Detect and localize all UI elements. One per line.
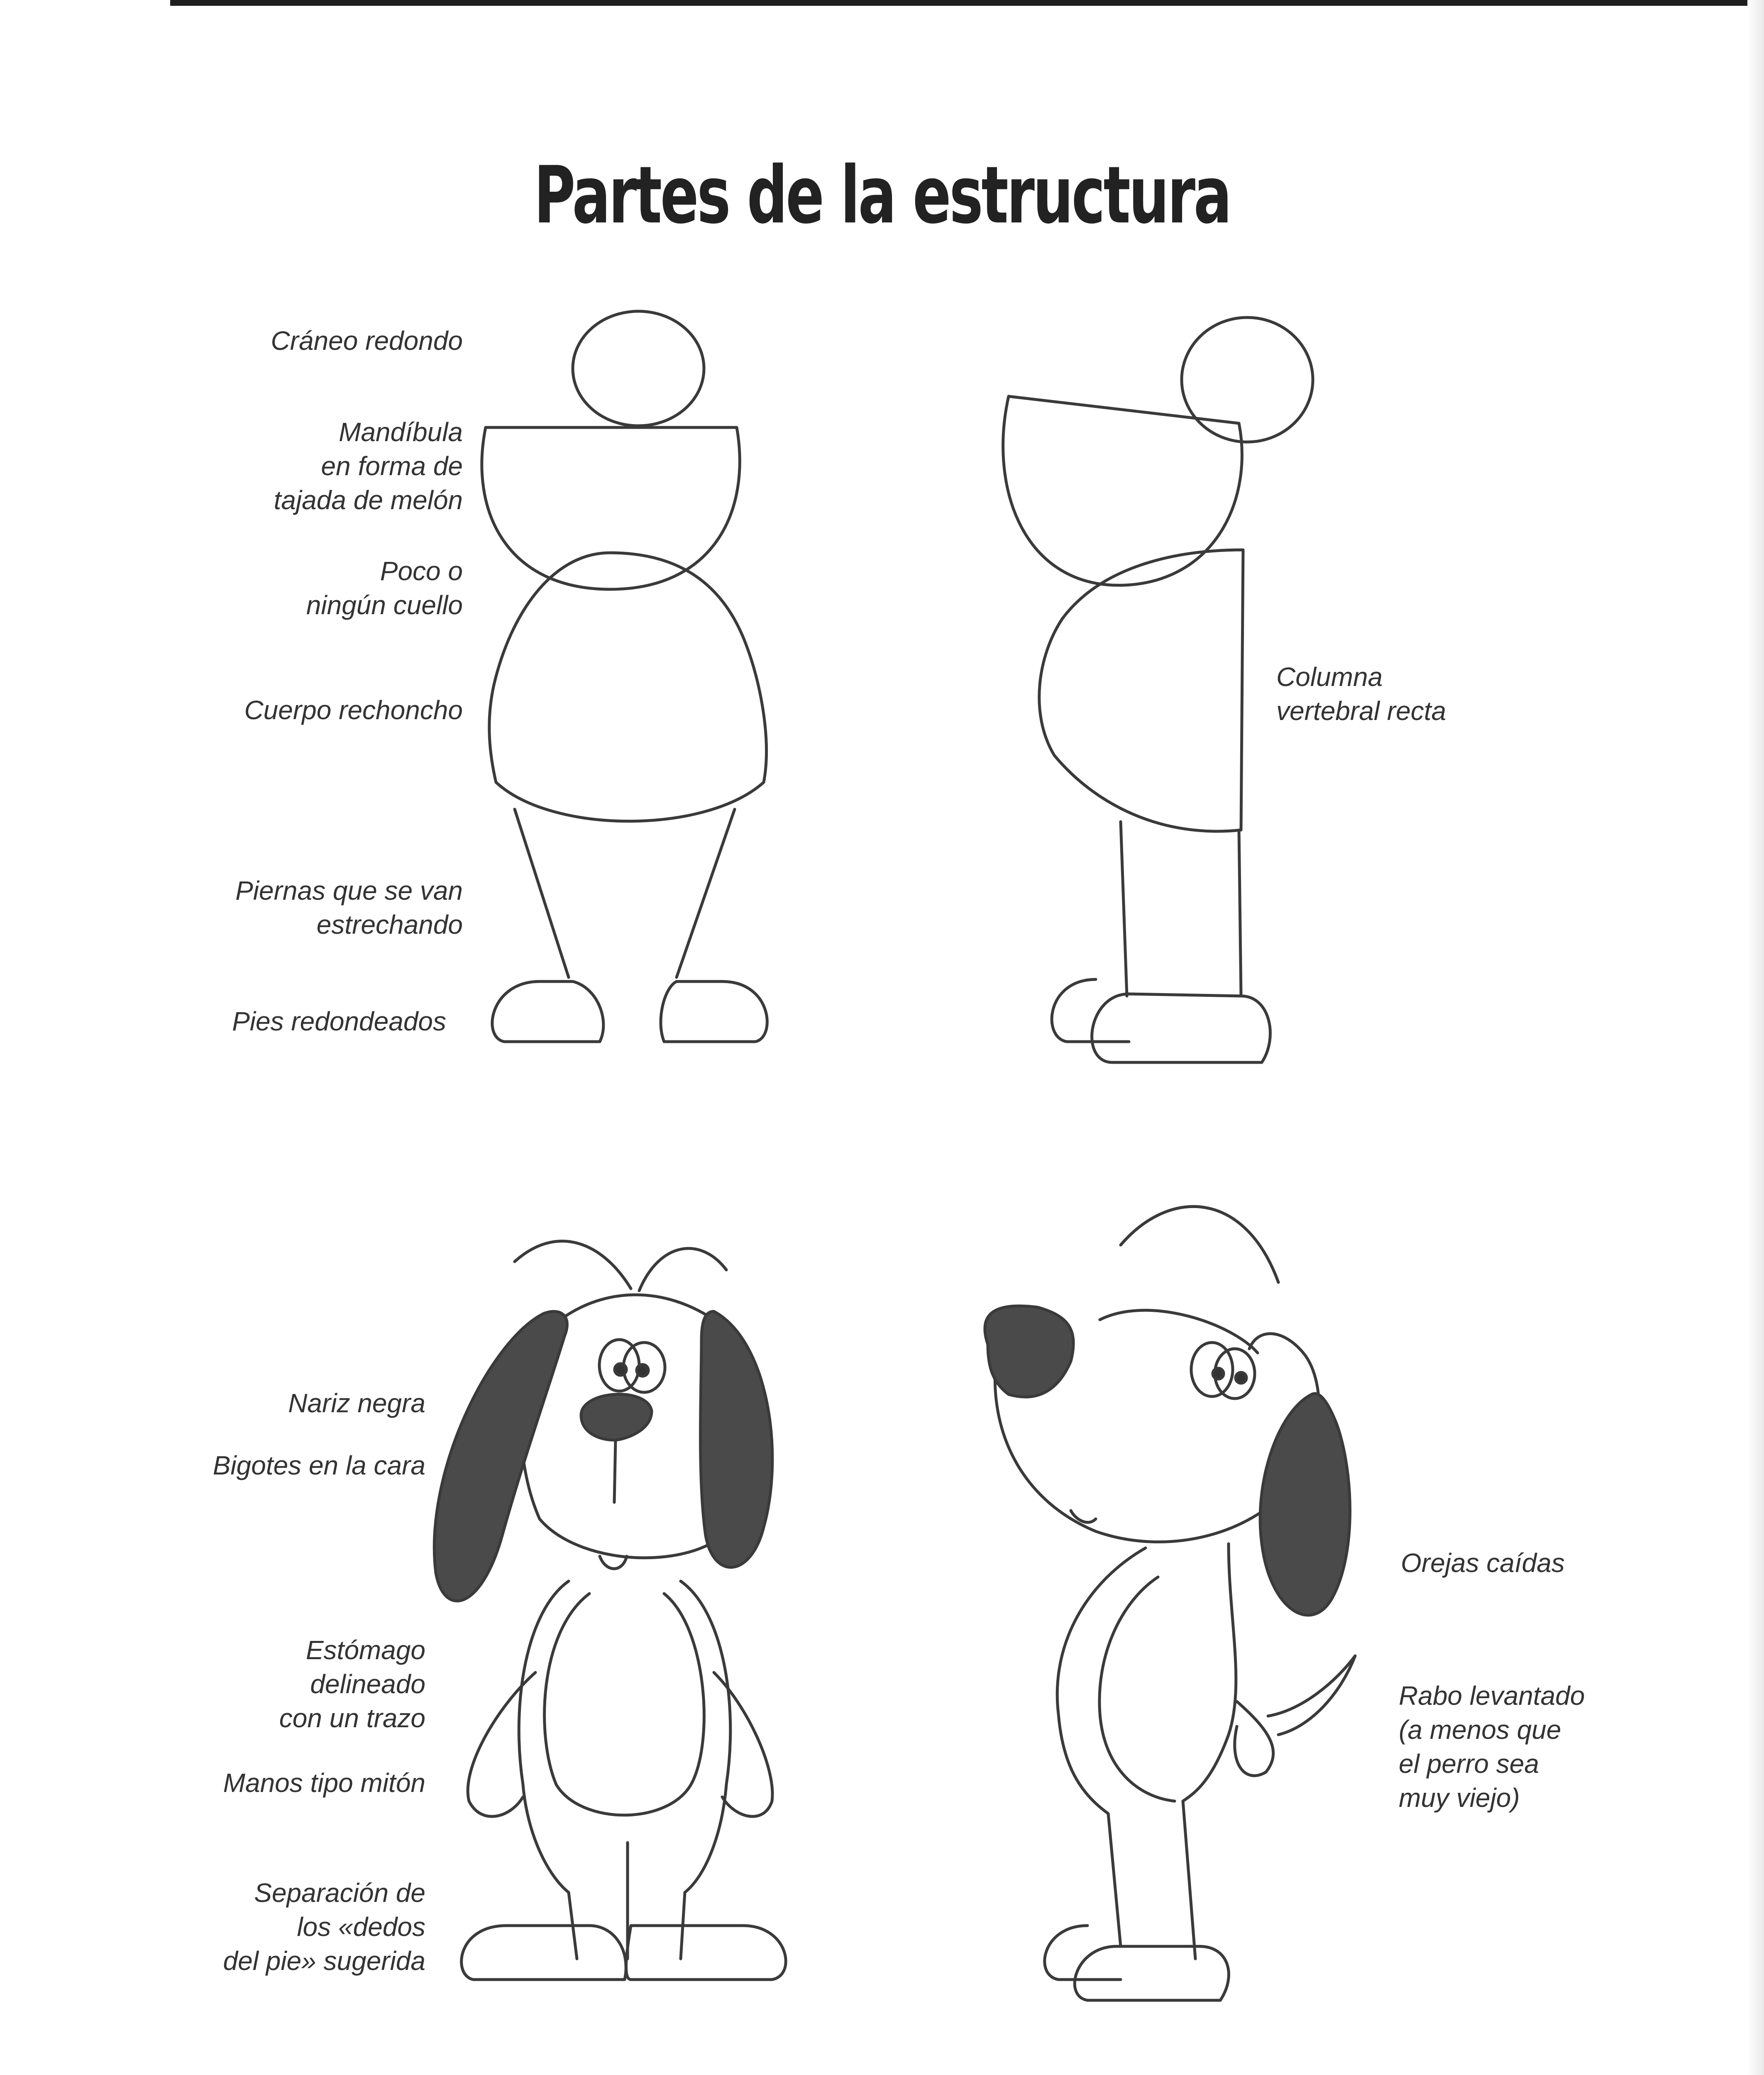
label-spine: Columna vertebral recta bbox=[1276, 662, 1446, 726]
label-nose: Nariz negra bbox=[288, 1388, 425, 1418]
label-skull: Cráneo redondo bbox=[271, 326, 463, 356]
label-tail: Rabo levantado (a menos que el perro sea muy viejo) bbox=[1399, 1681, 1585, 1813]
label-hands: Manos tipo mitón bbox=[223, 1768, 425, 1798]
label-feet: Pies redondeados bbox=[232, 1006, 446, 1036]
label-body: Cuerpo rechoncho bbox=[244, 695, 463, 725]
page-title: Partes de la estructura bbox=[534, 149, 1230, 241]
label-jaw: Mandíbula en forma de tajada de melón bbox=[274, 417, 463, 515]
front-dog-drawing bbox=[434, 1241, 786, 1980]
label-stomach: Estómago delineado con un trazo bbox=[279, 1635, 425, 1733]
side-structure-drawing bbox=[1003, 317, 1313, 1062]
label-ears: Orejas caídas bbox=[1401, 1548, 1565, 1578]
label-neck: Poco o ningún cuello bbox=[306, 556, 463, 620]
label-legs: Piernas que se van estrechando bbox=[235, 876, 463, 940]
label-toes: Separación de los «dedos del pie» sugerida bbox=[223, 1878, 425, 1976]
label-whiskers: Bigotes en la cara bbox=[213, 1450, 425, 1480]
front-structure-drawing bbox=[482, 311, 767, 1042]
side-dog-drawing bbox=[985, 1206, 1355, 2000]
